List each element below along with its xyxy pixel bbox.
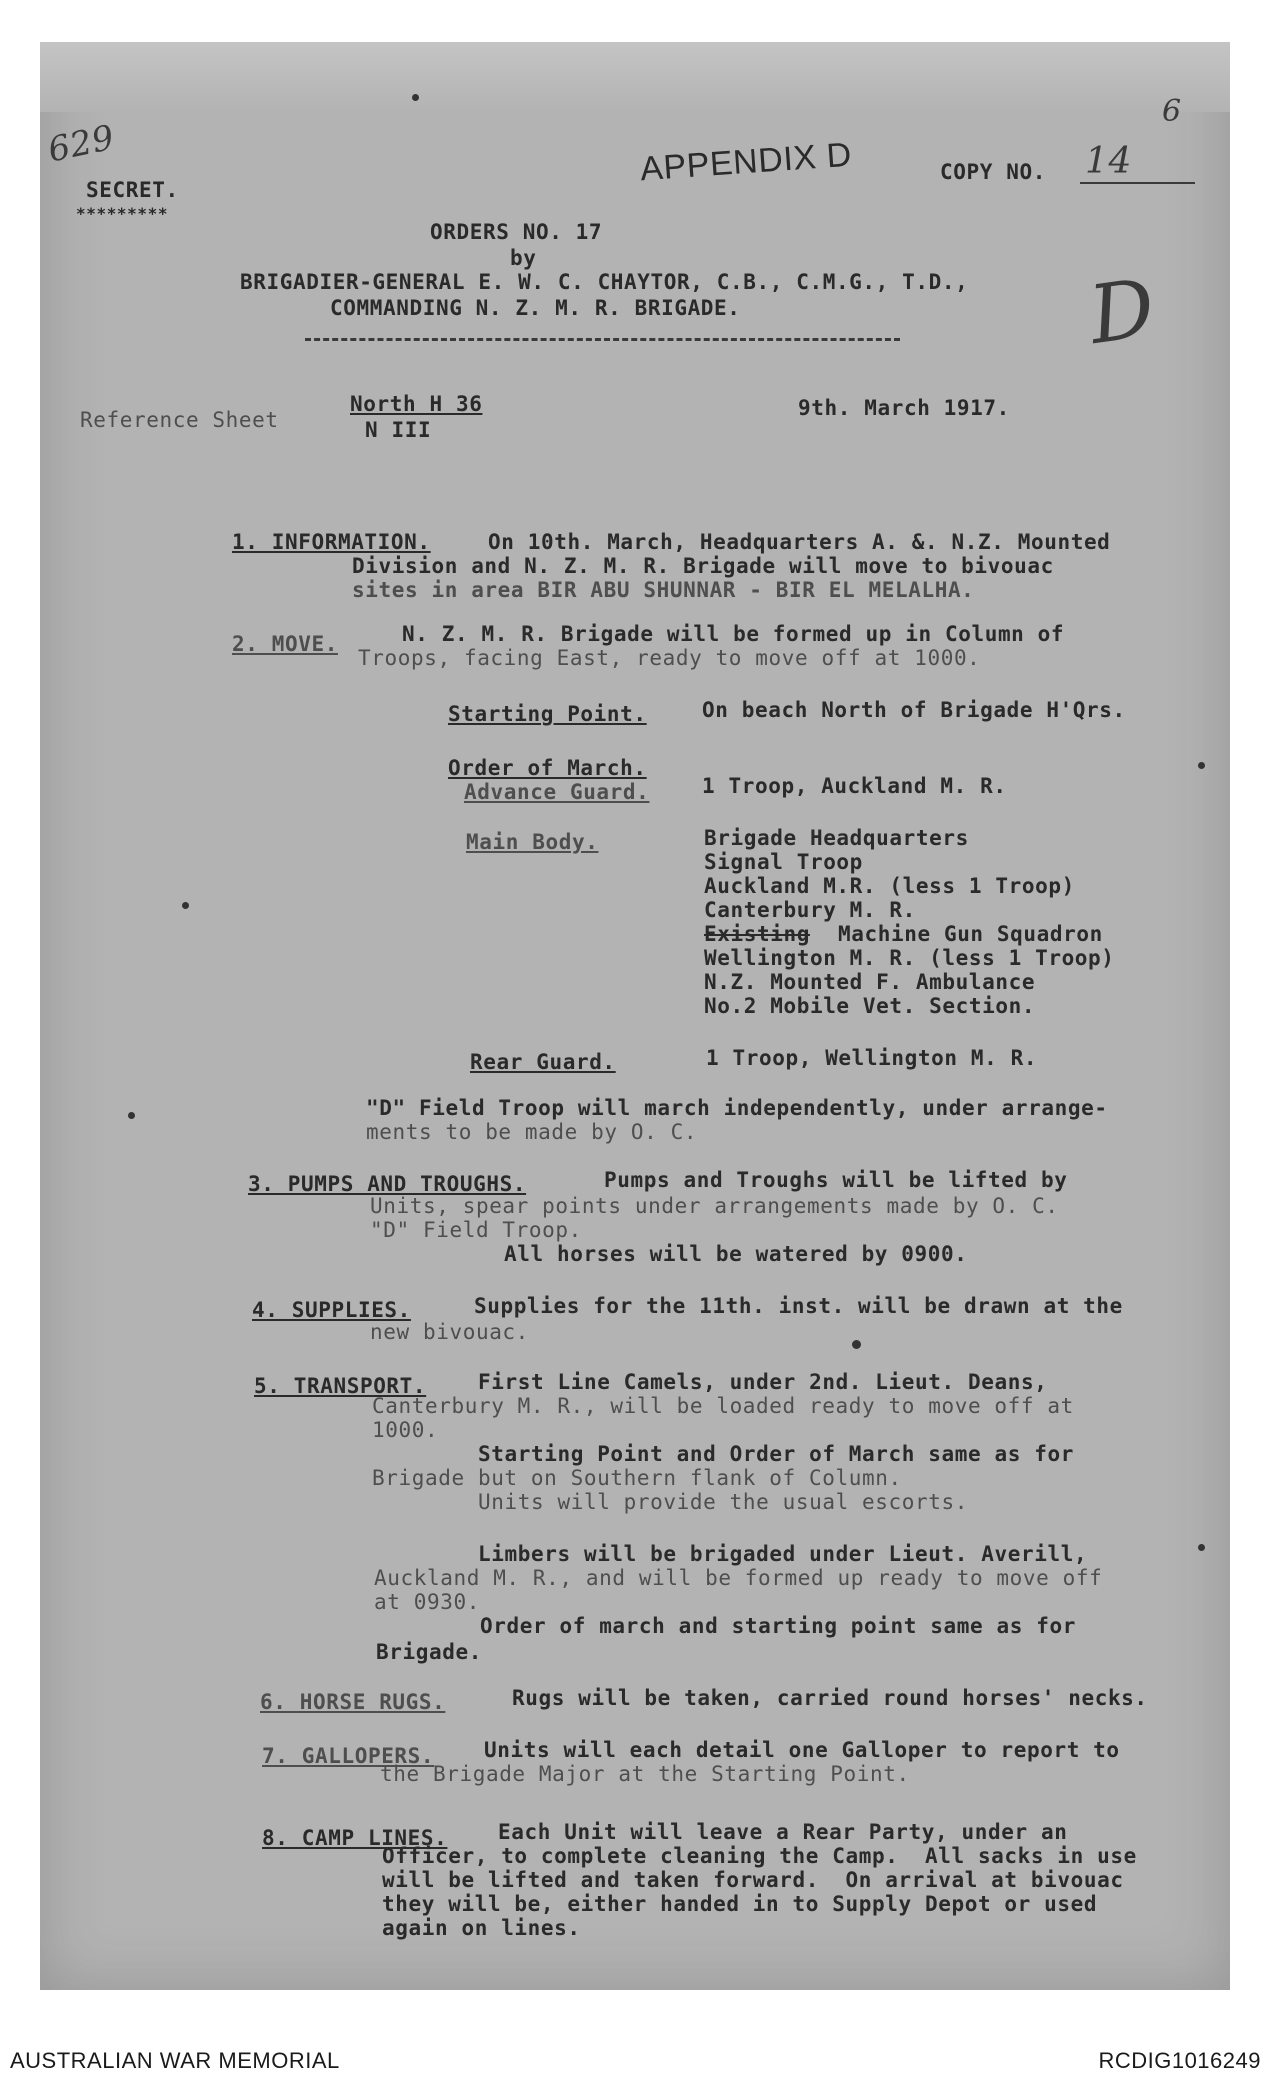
- section-3-line-2: Units, spear points under arrangements made by O. C.: [370, 1194, 1059, 1218]
- section-8-line-4: they will be, either handed in to Supply Depot or used: [382, 1892, 1098, 1916]
- main-body-item-1: Brigade Headquarters: [704, 826, 969, 850]
- commanding-line: COMMANDING N. Z. M. R. BRIGADE.: [330, 296, 741, 320]
- section-2-line-2: Troops, facing East, ready to move off at 1000.: [358, 646, 981, 670]
- section-4-line-1: Supplies for the 11th. inst. will be drawn at the: [474, 1294, 1123, 1318]
- section-4-heading: 4. SUPPLIES.: [252, 1298, 411, 1322]
- paper-speck: [182, 902, 189, 909]
- section-7-heading: 7. GALLOPERS.: [262, 1744, 435, 1768]
- main-body-item-6: Wellington M. R. (less 1 Troop): [704, 946, 1115, 970]
- starting-point-label: Starting Point.: [448, 702, 647, 726]
- section-1-line-2: Division and N. Z. M. R. Brigade will move to bivouac: [352, 554, 1054, 578]
- section-5-line-9: at 0930.: [374, 1590, 480, 1614]
- section-3-line-4: All horses will be watered by 0900.: [504, 1242, 968, 1266]
- paper-speck: [412, 94, 419, 101]
- copy-number-line: [1080, 182, 1195, 184]
- section-4-line-2: new bivouac.: [370, 1320, 529, 1344]
- section-5-line-8: Auckland M. R., and will be formed up ready to move off: [374, 1566, 1103, 1590]
- paper-speck: [1198, 1544, 1205, 1551]
- section-5-line-4: Starting Point and Order of March same as for: [478, 1442, 1074, 1466]
- copy-number-value: 14: [1085, 141, 1133, 182]
- reference-sheet-label: Reference Sheet: [80, 408, 279, 432]
- section-7-line-2: the Brigade Major at the Starting Point.: [380, 1762, 910, 1786]
- section-8-line-3: will be lifted and taken forward. On arrival at bivouac: [382, 1868, 1124, 1892]
- pencil-folio-number: 629: [44, 117, 119, 171]
- author-line: BRIGADIER-GENERAL E. W. C. CHAYTOR, C.B., C.M.G., T.D.,: [240, 270, 969, 294]
- paper-speck: [1198, 762, 1205, 769]
- section-2-line-1: N. Z. M. R. Brigade will be formed up in Column of: [402, 622, 1065, 646]
- section-6-line-1: Rugs will be taken, carried round horses' necks.: [512, 1686, 1148, 1710]
- field-troop-line-2: ments to be made by O. C.: [366, 1120, 698, 1144]
- reference-sheet-1: North H 36: [350, 392, 483, 416]
- rear-guard-value: 1 Troop, Wellington M. R.: [706, 1046, 1038, 1070]
- section-5-line-1: First Line Camels, under 2nd. Lieut. Deans,: [478, 1370, 1048, 1394]
- main-body-item-3: Auckland M.R. (less 1 Troop): [704, 874, 1075, 898]
- orders-title: ORDERS NO. 17: [430, 220, 603, 244]
- header-dashed-rule: [305, 338, 900, 341]
- page-number: 6: [1162, 94, 1182, 129]
- paper-speck: [128, 1112, 135, 1119]
- section-5-line-11: Brigade.: [376, 1640, 482, 1664]
- main-body-label: Main Body.: [466, 830, 599, 854]
- margin-handwritten-mark: D: [1083, 260, 1161, 363]
- starting-point-value: On beach North of Brigade H'Qrs.: [702, 698, 1126, 722]
- section-5-line-10: Order of march and starting point same as for: [480, 1614, 1076, 1638]
- section-6-heading: 6. HORSE RUGS.: [260, 1690, 446, 1714]
- section-5-heading: 5. TRANSPORT.: [254, 1374, 427, 1398]
- section-1-line-1: On 10th. March, Headquarters A. &. N.Z. Mounted: [488, 530, 1111, 554]
- main-body-item-5: Machine Gun Squadron: [838, 922, 1103, 946]
- section-3-heading: 3. PUMPS AND TROUGHS.: [248, 1172, 527, 1196]
- main-body-strikethrough: Existing: [704, 922, 810, 946]
- order-date: 9th. March 1917.: [798, 396, 1010, 420]
- advance-guard-value: 1 Troop, Auckland M. R.: [702, 774, 1007, 798]
- section-8-line-2: Officer, to complete cleaning the Camp. All sacks in use: [382, 1844, 1137, 1868]
- secret-label: SECRET.: [86, 178, 179, 202]
- by-line: by: [510, 246, 537, 270]
- section-3-line-1: Pumps and Troughs will be lifted by: [604, 1168, 1068, 1192]
- section-8-line-5: again on lines.: [382, 1916, 581, 1940]
- section-1-line-3: sites in area BIR ABU SHUNNAR - BIR EL MELALHA.: [352, 578, 975, 602]
- page-top-shadow: [40, 42, 1230, 112]
- appendix-stamp: APPENDIX D: [638, 135, 854, 189]
- main-body-item-2: Signal Troop: [704, 850, 863, 874]
- footer-record-id: RCDIG1016249: [1098, 2048, 1261, 2073]
- section-2-heading: 2. MOVE.: [232, 632, 338, 656]
- section-5-line-7: Limbers will be brigaded under Lieut. Averill,: [478, 1542, 1088, 1566]
- secret-underline: *********: [76, 204, 169, 223]
- field-troop-line-1: "D" Field Troop will march independently, under arrange-: [366, 1096, 1108, 1120]
- order-of-march-label: Order of March.: [448, 756, 647, 780]
- section-1-heading: 1. INFORMATION.: [232, 530, 431, 554]
- section-5-line-6: Units will provide the usual escorts.: [478, 1490, 968, 1514]
- section-3-line-3: "D" Field Troop.: [370, 1218, 582, 1242]
- section-7-line-1: Units will each detail one Galloper to report to: [484, 1738, 1120, 1762]
- section-5-line-3: 1000.: [372, 1418, 439, 1442]
- main-body-item-7: N.Z. Mounted F. Ambulance: [704, 970, 1036, 994]
- section-8-line-1: Each Unit will leave a Rear Party, under an: [498, 1820, 1068, 1844]
- main-body-item-8: No.2 Mobile Vet. Section.: [704, 994, 1036, 1018]
- section-5-line-5: Brigade but on Southern flank of Column.: [372, 1466, 902, 1490]
- main-body-item-4: Canterbury M. R.: [704, 898, 916, 922]
- footer-archive-name: AUSTRALIAN WAR MEMORIAL: [10, 2048, 340, 2073]
- copy-number-label: COPY NO.: [940, 160, 1046, 184]
- paper-speck: [852, 1340, 861, 1349]
- section-8-heading: 8. CAMP LINES.: [262, 1826, 448, 1850]
- advance-guard-label: Advance Guard.: [464, 780, 650, 804]
- reference-sheet-2: N III: [365, 418, 432, 442]
- section-5-line-2: Canterbury M. R., will be loaded ready to move off at: [372, 1394, 1074, 1418]
- rear-guard-label: Rear Guard.: [470, 1050, 616, 1074]
